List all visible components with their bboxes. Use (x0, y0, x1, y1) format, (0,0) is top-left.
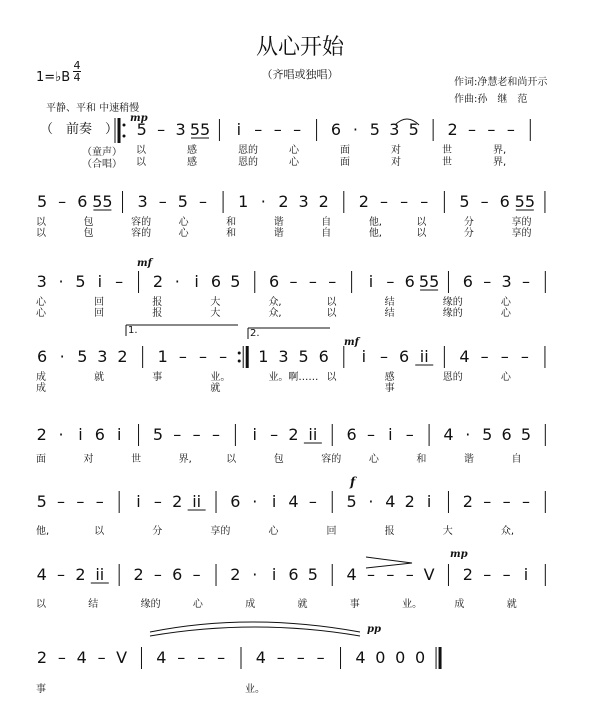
lyric-syllable: 容的 (321, 454, 342, 465)
lyric-syllable-choir: 心 (500, 308, 511, 319)
lyric-syllable-choir: 心 (36, 308, 46, 319)
voice-label-child: （童声） (82, 147, 122, 158)
note: i (271, 565, 277, 584)
line-1-notes (136, 119, 530, 168)
note: i (116, 425, 122, 444)
lyric-syllable: 就 (506, 599, 517, 610)
note: 3 (278, 347, 289, 366)
note: 4 (346, 565, 357, 584)
note: 2 (172, 492, 183, 511)
note: – (400, 192, 409, 211)
lyric-syllable-choir: 享的 (511, 228, 532, 239)
note: – (468, 120, 476, 139)
repeat-dot (238, 352, 241, 355)
note: – (254, 120, 263, 139)
note: 5 (307, 565, 318, 584)
lyric-syllable: 自 (321, 217, 332, 228)
lyric-syllable-choir: 报 (152, 308, 163, 319)
lyric-syllable: 面 (36, 454, 46, 465)
lyric-syllable-choir: 恩的 (238, 157, 258, 168)
note: · (465, 425, 471, 444)
tempo-marking: 平静、平和 中速稍慢 (46, 103, 140, 114)
note: 6 (210, 272, 222, 291)
lyric-syllable: 心 (36, 297, 46, 308)
note: – (520, 347, 529, 366)
note: – (420, 192, 429, 211)
note: – (58, 192, 67, 211)
note: – (308, 272, 317, 291)
note: – (270, 425, 279, 444)
note: – (316, 648, 325, 667)
lyric-syllable: 就 (297, 599, 308, 610)
lyric-syllable: 报 (152, 297, 163, 308)
lyric-syllable: 和 (416, 454, 427, 465)
lyric-syllable: 对 (391, 145, 401, 156)
page-title: 从心开始 (255, 35, 344, 60)
note: 5 (346, 492, 357, 511)
lyric-syllable-choir: 他, (368, 228, 383, 239)
lyric-syllable-choir: 谐 (273, 228, 284, 239)
note: – (487, 120, 496, 139)
lyric-syllable: 谐 (273, 217, 284, 228)
lyric-syllable: 心 (192, 599, 203, 610)
lyric-syllable: 结 (88, 599, 99, 610)
note: i (136, 492, 141, 511)
score-line-4 (36, 346, 545, 394)
note: 6 (399, 347, 410, 366)
note: · (352, 120, 358, 139)
note: – (521, 492, 530, 511)
lyric-syllable: 感 (187, 145, 197, 156)
note: 2 (133, 565, 144, 584)
note: 2 (404, 492, 415, 511)
note: – (405, 425, 414, 444)
score-line-6 (36, 491, 545, 537)
lyric-syllable: 成 (245, 599, 256, 610)
lyric-syllable: 以 (36, 217, 46, 228)
lyric-syllable: 以 (326, 372, 337, 383)
lyric-syllable: 成 (36, 372, 46, 383)
note: 6 (172, 565, 183, 584)
note: – (480, 192, 489, 211)
note: – (380, 192, 389, 211)
note: – (366, 425, 375, 444)
dynamic-mp: mp (130, 113, 148, 124)
note: 5 (75, 272, 86, 291)
lyric-syllable-choir: 容的 (131, 228, 152, 239)
note: 6 (501, 425, 512, 444)
note: 6 (462, 272, 473, 291)
note: 5 (459, 192, 470, 211)
lyric-syllable: 心 (500, 372, 511, 383)
lyric-syllable: 容的 (131, 217, 152, 228)
note: 4 (443, 425, 454, 444)
lyric-syllable: 事 (349, 599, 360, 610)
dynamic-mf: mf (137, 258, 152, 269)
key-signature: 1=♭B (36, 70, 71, 85)
note: – (57, 492, 66, 511)
lyric-syllable-choir: 面 (340, 157, 350, 168)
lyric-syllable-choir: 以 (416, 228, 427, 239)
lyric-syllable: 结 (384, 297, 395, 308)
note: 5 (177, 192, 188, 211)
lyric-syllable: 分 (152, 526, 163, 537)
note: 6 (288, 565, 299, 584)
lyric-syllable: 心 (178, 217, 189, 228)
note: 6 (499, 192, 510, 211)
note: 2 (318, 192, 329, 211)
note: 2 (36, 425, 47, 444)
note: · (368, 492, 374, 511)
note: – (483, 565, 492, 584)
lyric-syllable: 界, (178, 454, 192, 465)
note: – (366, 565, 375, 584)
note: · (58, 425, 64, 444)
note: 55 (92, 192, 113, 211)
lyric-syllable: 缘的 (442, 297, 463, 308)
note: V (423, 565, 435, 584)
time-signature-bottom: 4 (73, 71, 81, 84)
composer-credit: 作曲:孙 继 范 (454, 94, 528, 105)
score-lines (36, 191, 545, 695)
note: 6 (230, 492, 241, 511)
note: i (252, 425, 257, 444)
note: 4 (156, 648, 167, 667)
lyric-syllable: 众, (268, 297, 282, 308)
note: 5 (369, 120, 380, 139)
note: i (271, 492, 277, 511)
note: 2 (75, 565, 86, 584)
subtitle: （齐唱或独唱） (261, 68, 339, 81)
lyric-syllable: 享的 (511, 217, 532, 228)
note: – (212, 425, 221, 444)
note: – (57, 648, 66, 667)
note: 6 (36, 347, 48, 366)
note: i (426, 492, 432, 511)
note: 6 (318, 347, 329, 366)
note: – (483, 272, 492, 291)
note: 4 (288, 492, 299, 511)
note: 4 (255, 648, 266, 667)
lyric-syllable-choir: 众, (268, 308, 282, 319)
note: – (97, 648, 106, 667)
note: · (174, 272, 180, 291)
note: 6 (404, 272, 415, 291)
lyric-syllable: 分 (463, 217, 474, 228)
lyric-syllable: 回 (94, 297, 105, 308)
note: – (273, 120, 282, 139)
note: i (236, 120, 242, 139)
note: – (380, 347, 389, 366)
lyric-syllable: 缘的 (140, 599, 161, 610)
lyric-syllable: 恩的 (442, 372, 463, 383)
lyric-syllable-choir: 界, (493, 157, 507, 168)
note: 55 (514, 192, 536, 211)
lyric-syllable: 业。 (402, 599, 423, 610)
note: – (289, 272, 298, 291)
note: – (506, 120, 515, 139)
note: – (219, 347, 228, 366)
score-line-7 (36, 564, 545, 610)
note: – (521, 272, 530, 291)
note: – (115, 272, 124, 291)
note: 4 (385, 492, 396, 511)
note: · (252, 565, 258, 584)
long-slur (150, 627, 360, 636)
note: 6 (94, 425, 105, 444)
note: 5 (36, 192, 48, 211)
note: i (78, 425, 83, 444)
note: – (157, 120, 166, 139)
lyric-syllable: 他, (36, 526, 50, 537)
time-signature-top: 4 (73, 59, 81, 72)
note: i (361, 347, 367, 366)
lyric-syllable: 心 (500, 297, 511, 308)
lyric-syllable-choir: 以 (136, 157, 146, 168)
note: 6 (269, 272, 280, 291)
note: · (59, 347, 65, 366)
score-line-3 (36, 271, 545, 319)
note: – (500, 347, 509, 366)
lyric-syllable: 恩的 (238, 145, 258, 156)
note: 2 (117, 347, 128, 366)
note: 2 (230, 565, 241, 584)
note: 4 (76, 648, 87, 667)
lyric-syllable-choir: 结 (384, 308, 395, 319)
lyric-syllable: 他, (368, 217, 383, 228)
dynamic-mf: mf (344, 337, 359, 348)
dynamic-pp: pp (367, 624, 381, 635)
lyric-syllable: 心 (268, 526, 279, 537)
note: 5 (482, 425, 493, 444)
lyric-syllable: 世 (131, 454, 142, 465)
note: – (296, 648, 305, 667)
lyric-syllable: 以 (136, 145, 146, 156)
note: 1 (238, 192, 249, 211)
intro-label: （ 前奏 ） (40, 122, 119, 137)
note: 2 (152, 272, 164, 291)
lyric-syllable: 谐 (463, 454, 474, 465)
lyric-syllable-choir: 成 (36, 383, 46, 394)
note: – (198, 192, 207, 211)
note: 2 (358, 192, 369, 211)
lyric-syllable-choir: 就 (210, 383, 221, 394)
note: – (192, 565, 201, 584)
note: 0 (415, 648, 426, 667)
note: – (386, 565, 395, 584)
note: 6 (77, 192, 88, 211)
lyric-syllable: 以 (416, 217, 427, 228)
note: · (252, 492, 258, 511)
repeat-dot (123, 124, 126, 127)
note: 2 (462, 492, 473, 511)
note: ii (95, 565, 105, 584)
volta-second: 2. (250, 328, 260, 339)
note: 5 (77, 347, 88, 366)
note: – (405, 565, 414, 584)
lyric-syllable: 面 (340, 145, 350, 156)
lyric-syllable-choir: 感 (187, 157, 197, 168)
note: 3 (97, 347, 108, 366)
voice-label-choir: （合唱） (82, 159, 122, 170)
lyric-syllable: 对 (83, 454, 94, 465)
note: – (76, 492, 85, 511)
note: – (386, 272, 395, 291)
lyric-syllable-choir: 包 (83, 228, 94, 239)
lyric-syllable: 众, (500, 526, 515, 537)
note: – (177, 648, 186, 667)
lyricist-credit: 作词:净慧老和尚开示 (454, 77, 548, 88)
note: 2 (462, 565, 473, 584)
lyric-syllable-choir: 和 (226, 228, 237, 239)
note: 3 (175, 120, 186, 139)
lyric-syllable: 大 (210, 297, 221, 308)
note: 4 (459, 347, 470, 366)
note: 6 (330, 120, 342, 139)
note: 0 (395, 648, 406, 667)
lyric-syllable: 事 (36, 684, 46, 695)
note: i (368, 272, 374, 291)
lyric-syllable: 以 (326, 297, 337, 308)
note: ii (192, 492, 202, 511)
note: 55 (189, 120, 211, 139)
note: – (153, 565, 162, 584)
note: – (217, 648, 226, 667)
note: 5 (152, 425, 164, 444)
note: – (502, 492, 511, 511)
note: – (276, 648, 285, 667)
lyric-syllable: 包 (273, 454, 284, 465)
note: 2 (447, 120, 458, 139)
note: i (97, 272, 103, 291)
lyric-syllable-choir: 自 (321, 228, 332, 239)
note: – (198, 347, 207, 366)
note: i (194, 272, 199, 291)
note: – (480, 347, 489, 366)
lyric-syllable-choir: 回 (94, 308, 105, 319)
lyric-syllable: 心 (289, 145, 299, 156)
note: – (192, 425, 201, 444)
lyric-syllable-choir: 心 (289, 157, 299, 168)
lyric-syllable: 界, (493, 145, 507, 156)
note: 2 (278, 192, 289, 211)
lyric-syllable: 事 (152, 372, 163, 383)
lyric-syllable: 以 (94, 526, 105, 537)
lyric-syllable: 报 (384, 526, 395, 537)
volta-first: 1. (128, 325, 138, 336)
lyric-syllable: 成 (454, 599, 465, 610)
note: – (57, 565, 66, 584)
note: – (173, 425, 182, 444)
note: 3 (298, 192, 309, 211)
lyric-syllable-choir: 世 (442, 157, 452, 168)
note: 0 (375, 648, 386, 667)
lyric-syllable: 自 (511, 454, 522, 465)
note: 5 (230, 272, 241, 291)
note: 5 (408, 120, 419, 139)
note: – (178, 347, 187, 366)
note: 2 (288, 425, 299, 444)
note: – (483, 492, 492, 511)
note: 5 (520, 425, 532, 444)
lyric-syllable: 业。 (210, 372, 231, 383)
note: · (58, 272, 64, 291)
note: 4 (36, 565, 47, 584)
lyric-syllable: 心 (368, 454, 379, 465)
lyric-syllable: 以 (226, 454, 237, 465)
note: – (308, 492, 317, 511)
note: ii (308, 425, 318, 444)
lyric-syllable-choir: 心 (178, 228, 189, 239)
note: 5 (136, 120, 147, 139)
lyric-syllable-choir: 对 (391, 157, 401, 168)
note: – (95, 492, 104, 511)
note: 1 (157, 347, 168, 366)
note: · (260, 192, 266, 211)
lyric-syllable: 就 (94, 372, 105, 383)
lyric-syllable: 回 (326, 526, 337, 537)
score-line-5 (36, 424, 545, 465)
lyric-syllable-choir: 以 (36, 228, 46, 239)
lyric-syllable: 世 (442, 145, 452, 156)
lyric-syllable-choir: 分 (463, 228, 474, 239)
note: 3 (501, 272, 512, 291)
lyric-syllable: 享的 (210, 526, 231, 537)
dynamic-mp: mp (450, 549, 468, 560)
lyric-syllable-choir: 缘的 (442, 308, 463, 319)
lyric-syllable: 大 (442, 526, 453, 537)
lyric-syllable: 和 (226, 217, 237, 228)
note: 5 (36, 492, 47, 511)
score-line-1 (40, 113, 530, 170)
note: 3 (137, 192, 148, 211)
note: 3 (36, 272, 47, 291)
lyric-syllable: 感 (384, 372, 395, 383)
lyric-syllable: 以 (36, 599, 46, 610)
lyric-syllable-choir: 以 (326, 308, 337, 319)
score-line-8 (36, 647, 440, 695)
score-line-2 (36, 191, 545, 239)
note: 4 (355, 648, 366, 667)
repeat-dot (123, 135, 126, 138)
note: ii (419, 347, 429, 366)
lyric-syllable-choir: 事 (384, 383, 395, 394)
note: 55 (418, 272, 440, 291)
note: 1 (258, 347, 269, 366)
note: – (158, 192, 167, 211)
note: 3 (389, 120, 400, 139)
lyric-syllable: 业。啊…… (268, 372, 319, 383)
note: 2 (36, 648, 48, 667)
note: i (523, 565, 529, 584)
repeat-dot (238, 360, 241, 363)
lyric-syllable-choir: 大 (210, 308, 221, 319)
note: i (388, 425, 393, 444)
dynamic-f: f (350, 475, 356, 489)
note: 6 (346, 425, 357, 444)
lyric-syllable: 业。 (245, 684, 265, 695)
note: – (328, 272, 337, 291)
note: – (502, 565, 511, 584)
note: – (197, 648, 206, 667)
note: 5 (298, 347, 309, 366)
note: – (153, 492, 162, 511)
lyric-syllable: 包 (83, 217, 94, 228)
note: V (116, 648, 128, 667)
note: – (293, 120, 302, 139)
